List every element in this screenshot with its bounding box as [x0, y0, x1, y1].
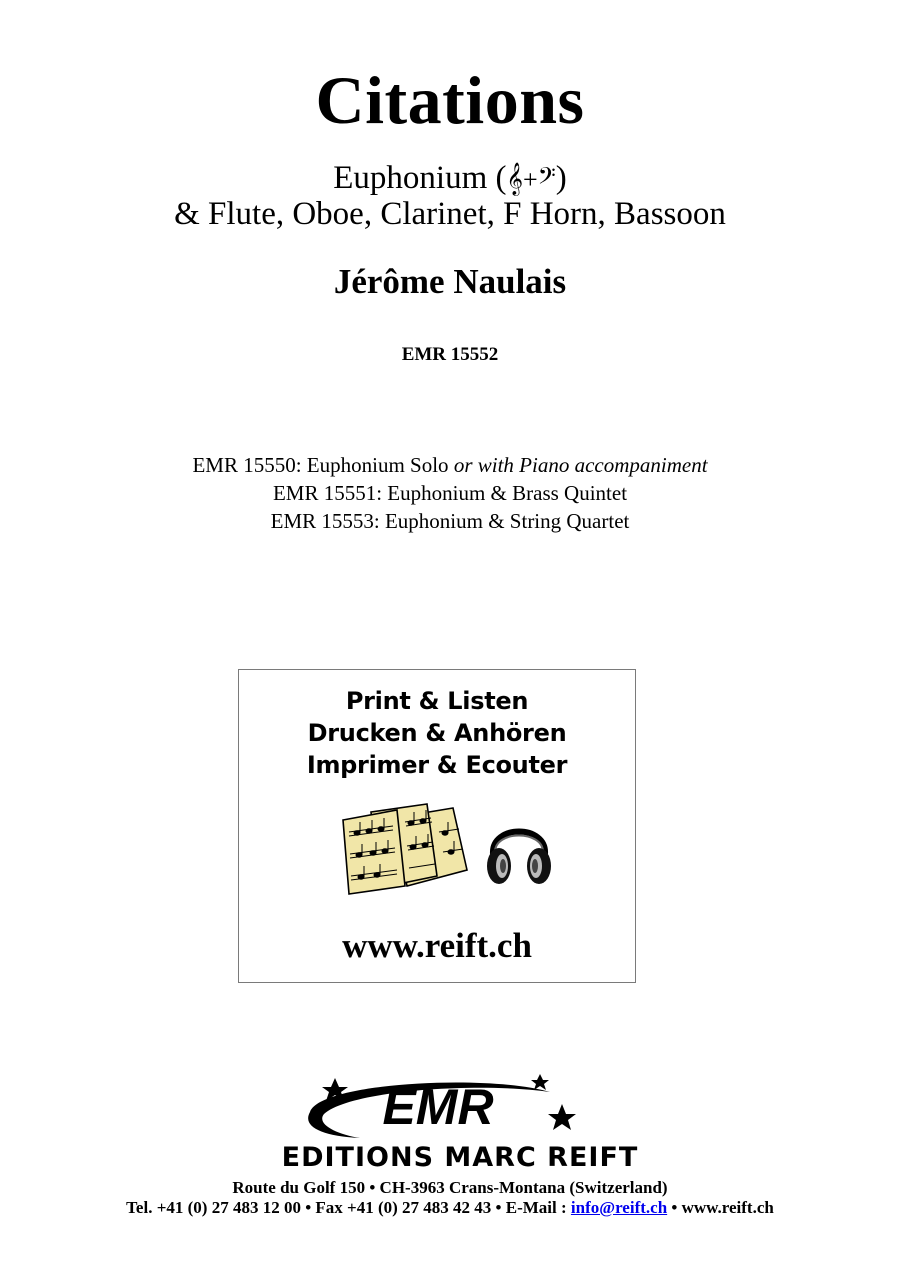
- edition-code: EMR 15550:: [192, 453, 302, 477]
- related-edition: [0, 508, 900, 534]
- instrumentation-line-1: [0, 160, 900, 198]
- catalog-number: EMR 15552: [401, 344, 499, 365]
- headphones-icon: [485, 810, 553, 890]
- composer-name: Jérôme Naulais: [333, 262, 567, 301]
- edition-desc: Euphonium & String Quartet: [384, 509, 630, 533]
- email-link[interactable]: info@reift.ch: [570, 1198, 668, 1217]
- page-title: Citations: [315, 62, 585, 138]
- contact-phone-fax: Tel. +41 (0) 27 483 12 00 • Fax +41 (0) 27 483 42 43 • E-Mail :: [126, 1198, 571, 1217]
- plus-sign: +: [523, 165, 538, 194]
- edition-desc: Euphonium & Brass Quintet: [387, 481, 628, 505]
- publisher-contact: [0, 1197, 900, 1219]
- instrumentation-line-2: & Flute, Oboe, Clarinet, F Horn, Bassoon: [174, 196, 726, 232]
- solo-instrument: Euphonium (: [333, 160, 507, 196]
- bass-clef-icon: 𝄢: [537, 162, 556, 195]
- promo-line-german: Drucken & Anhören: [307, 719, 567, 747]
- edition-code: EMR 15551:: [272, 481, 383, 505]
- treble-clef-icon: 𝄞: [506, 162, 524, 195]
- edition-code: EMR 15553:: [270, 509, 380, 533]
- sheet-music-icon: [341, 802, 471, 897]
- edition-desc: Euphonium Solo: [306, 453, 449, 477]
- related-edition: [0, 480, 900, 506]
- paren-close: ): [555, 160, 567, 196]
- promo-website[interactable]: www.reift.ch: [342, 926, 532, 965]
- publisher-address: Route du Golf 150 • CH-3963 Crans-Montana (Switzerland): [232, 1178, 668, 1197]
- publisher-logo: [240, 1074, 680, 1174]
- promo-line-english: Print & Listen: [345, 687, 529, 715]
- promo-line-french: Imprimer & Ecouter: [306, 751, 568, 779]
- edition-desc-italic: or with Piano accompaniment: [453, 453, 708, 477]
- print-listen-box: [238, 669, 636, 983]
- logo-publisher-name: EDITIONS MARC REIFT: [281, 1142, 639, 1173]
- logo-emr-text: EMR: [382, 1079, 494, 1135]
- contact-website: • www.reift.ch: [667, 1198, 774, 1217]
- related-edition: [0, 452, 900, 478]
